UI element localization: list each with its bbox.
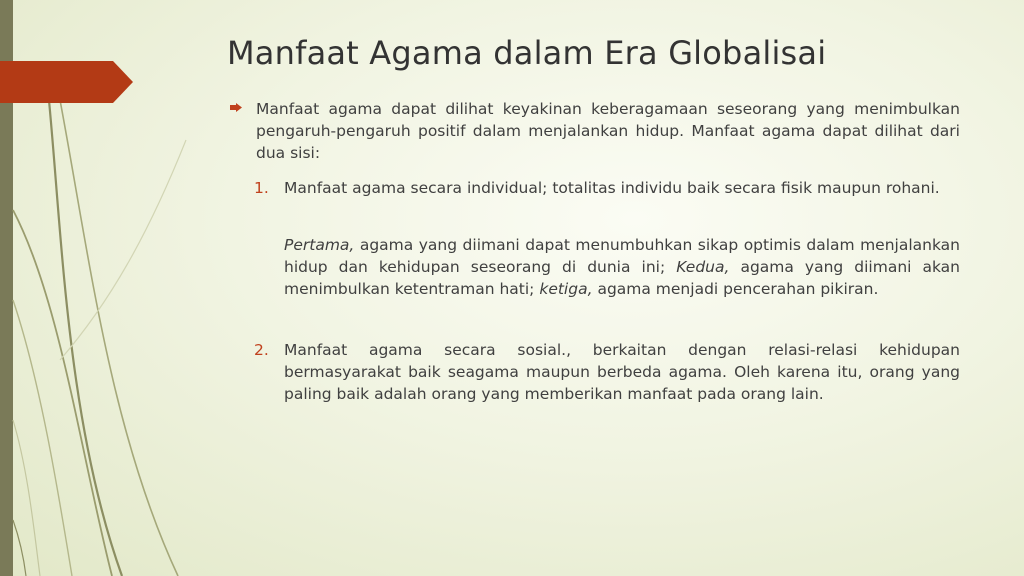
deco-curve-4 — [13, 300, 72, 576]
arrow-right-icon — [230, 103, 242, 112]
numbered-item-2 — [254, 339, 960, 405]
title-arrow-shape — [0, 61, 133, 103]
item-number: 1. — [254, 179, 269, 197]
paragraph-text-2: agama yang diimani akan menimbulkan ketentraman hati; — [284, 258, 960, 298]
bullet-item — [230, 98, 960, 164]
term-ketiga: ketiga, — [539, 280, 593, 298]
slide-title: Manfaat Agama dalam Era Globalisai — [227, 34, 827, 72]
deco-curve-6 — [13, 520, 26, 576]
paragraph-text-3: agama menjadi pencerahan pikiran. — [592, 280, 879, 298]
item-number: 2. — [254, 341, 269, 359]
numbered-item-1 — [254, 177, 960, 199]
bullet-text: Manfaat agama dapat dilihat keyakinan keberagamaan seseorang yang menimbulkan pengaruh-pengaruh positif dalam menjalankan hidup. Manfaat agama dapat dilihat dari dua sisi: — [256, 100, 960, 162]
item-text: Manfaat agama secara individual; totalitas individu baik secara fisik maupun rohani. — [284, 179, 940, 197]
deco-curve-5 — [13, 420, 40, 576]
paragraph-text-1: agama yang diimani dapat menumbuhkan sikap optimis dalam menjalankan hidup dan kehidupan seseorang di dunia ini; — [284, 236, 960, 276]
item-1-paragraph — [284, 234, 960, 300]
term-pertama: Pertama, — [284, 236, 355, 254]
deco-curve-7 — [60, 140, 186, 360]
item-text: Manfaat agama secara sosial., berkaitan dengan relasi-relasi kehidupan bermasyarakat baik seagama maupun berbeda agama. Oleh karena itu, orang yang paling baik adalah orang yang memberikan manfaat pada orang lain. — [284, 341, 960, 403]
term-kedua: Kedua, — [676, 258, 730, 276]
